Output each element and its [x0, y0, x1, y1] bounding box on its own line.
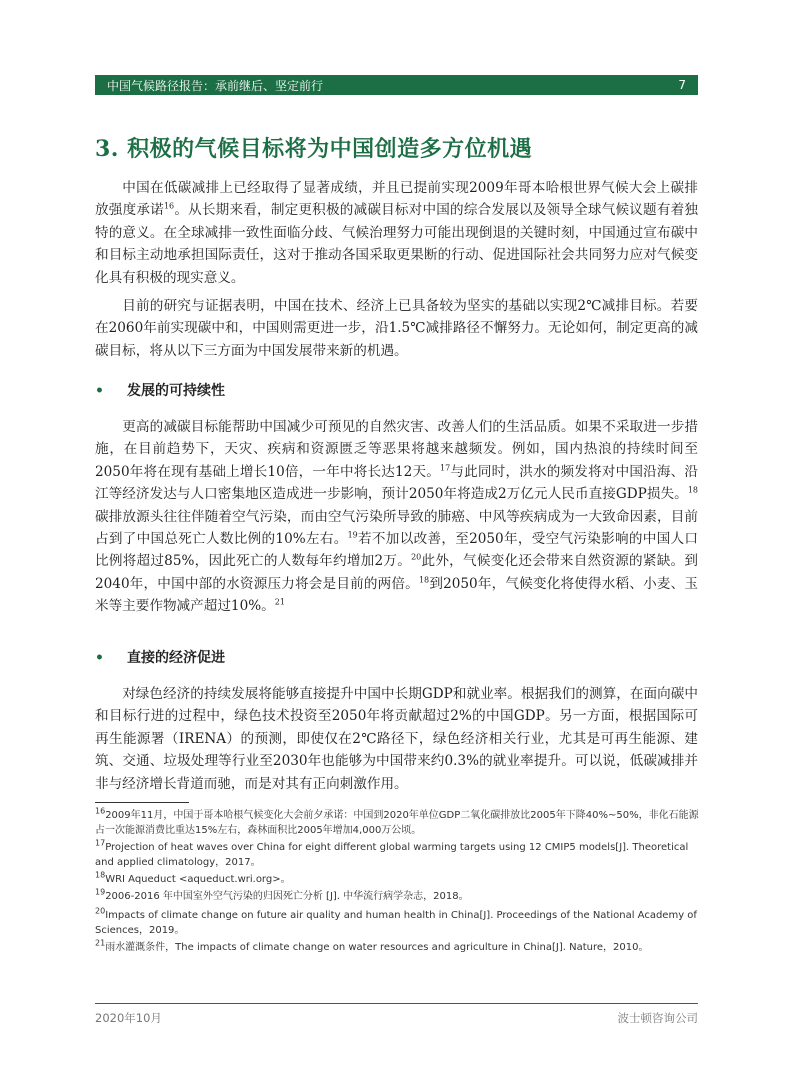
- paragraph-text: 中国在低碳减排上已经取得了显著成绩，并且已提前实现2009年哥本哈根世界气候大会上碳排放强度承诺: [95, 180, 698, 219]
- bullet-label: 直接的经济促进: [127, 650, 225, 666]
- bullet-icon: •: [95, 650, 104, 666]
- footnote-number: 20: [95, 906, 106, 916]
- paragraph-text: 碳排放源头往往伴随着空气污染，而由空气污染所导致的肺癌、中风等疾病成为一大致命因素，目前占到了中国总死亡人数比例的10%左右。: [95, 508, 698, 548]
- footnote-21: [95, 940, 700, 955]
- footnote-number: 19: [95, 887, 106, 897]
- section-title: 3. 积极的气候目标将为中国创造多方位机遇: [95, 136, 533, 162]
- footnote-text: Impacts of climate change on future air quality and human health in China[J]. Proceedings of the National Academy of Sciences，2019。: [95, 910, 697, 936]
- paragraph-text: 若不加以改善，至2050年，受空气污染影响的中国人口比例将超过85%，因此死亡的人数每年约增加2万。: [95, 531, 698, 570]
- paragraph-4: [95, 683, 698, 795]
- footnote-text: 雨水灌溉条件，The impacts of climate change on water resources and agriculture in China[J]. Nature，2010。: [105, 942, 649, 953]
- footnote-ref: 18: [687, 485, 698, 495]
- bullet-economic: [95, 647, 698, 667]
- paragraph-text: 此外，气候变化还会带来自然资源的紧缺。到2040年，中国中部的水资源压力将会是目前的两倍。: [95, 553, 698, 592]
- footnote-number: 16: [95, 806, 106, 816]
- header-bar: [95, 75, 698, 95]
- paragraph-3: [95, 416, 698, 618]
- paragraph-text: 对绿色经济的持续发展将能够直接提升中国中长期GDP和就业率。根据我们的测算，在面向碳中和目标行进的过程中，绿色技术投资至2050年将贡献超过2%的中国GDP。另一方面，根据国际可再生能源署（IRENA）的预测，即使仅在2℃路径下，绿色经济相关行业，尤其是可再生能源、建筑、交通、垃圾处理等行业至2030年也能够为中国带来约0.3%的就业率提升。可以说，低碳减排并非与经济增长背道而驰，而是对其有正向刺激作用。: [95, 686, 698, 792]
- paragraph-text: 与此同时，洪水的频发将对中国沿海、沿江等经济发达与人口密集地区造成进一步影响，预计2050年将造成2万亿元人民币直接GDP损失。: [95, 463, 698, 503]
- footnote-ref: 16: [163, 201, 175, 211]
- page-number: 7: [678, 78, 686, 92]
- bullet-sustainability: [95, 380, 698, 400]
- footnote-ref: 20: [411, 552, 422, 562]
- footnote-ref: 19: [347, 530, 358, 540]
- footnote-20: [95, 908, 700, 938]
- footnote-ref: 18: [418, 575, 430, 585]
- footer-divider: [95, 1003, 698, 1004]
- footnote-17: [95, 840, 700, 870]
- footnote-text: 2009年11月，中国于哥本哈根气候变化大会前夕承诺：中国到2020年单位GDP二氧化碳排放比2005年下降40%~50%，非化石能源占一次能源消费比重达15%左右，森林面积比2005年增加4,000万公顷。: [95, 810, 699, 836]
- header-title: 中国气候路径报告：承前继后、坚定前行: [107, 78, 324, 93]
- footnote-text: Projection of heat waves over China for eight different global warming targets using 12 CMIP5 models[J]. Theoretical and applied climatology，2017。: [95, 842, 689, 868]
- paragraph-text: 更高的减碳目标能帮助中国减少可预见的自然灾害、改善人们的生活品质。如果不采取进一步措施，在目前趋势下，天灾、疾病和资源匮乏等恶果将越来越频发。例如，国内热浪的持续时间至2050年将在现有基础上增长10倍，一年中将长达12天。: [95, 419, 698, 480]
- footnote-number: 21: [95, 938, 106, 948]
- paragraph-text: 到2050年，气候变化将使得水稻、小麦、玉米等主要作物减产超过10%。: [95, 575, 699, 615]
- footnote-number: 18: [95, 870, 106, 880]
- footnote-ref: 17: [440, 463, 451, 473]
- paragraph-2: [95, 295, 698, 362]
- paragraph-1: [95, 177, 698, 289]
- footnote-19: [95, 889, 700, 904]
- footnote-divider: [95, 802, 189, 803]
- footer-company: 波士顿咨询公司: [617, 1011, 698, 1025]
- footnote-16: [95, 808, 700, 838]
- footnote-number: 17: [95, 838, 106, 848]
- bullet-icon: •: [95, 383, 104, 399]
- footnote-18: [95, 872, 700, 887]
- footnote-text: WRI Aqueduct <aqueduct.wri.org>。: [105, 874, 291, 885]
- footer-date: 2020年10月: [95, 1011, 162, 1025]
- paragraph-text: 目前的研究与证据表明，中国在技术、经济上已具备较为坚实的基础以实现2℃减排目标。若要在2060年前实现碳中和，中国则需更进一步，沿1.5℃减排路径不懈努力。无论如何，制定更高的减碳目标，将从以下三方面为中国发展带来新的机遇。: [95, 298, 698, 359]
- paragraph-text: 。从长期来看，制定更积极的减碳目标对中国的综合发展以及领导全球气候议题有着独特的意义。在全球减排一致性面临分歧、气候治理努力可能出现倒退的关键时刻，中国通过宣布碳中和目标主动地承担国际责任，这对于推动各国采取更果断的行动、促进国际社会共同努力应对气候变化具有积极的现实意义。: [95, 202, 699, 286]
- footnote-text: 2006-2016 年中国室外空气污染的归因死亡分析 [J]. 中华流行病学杂志，2018。: [105, 891, 469, 902]
- footnote-ref: 21: [274, 597, 285, 607]
- bullet-label: 发展的可持续性: [127, 383, 225, 399]
